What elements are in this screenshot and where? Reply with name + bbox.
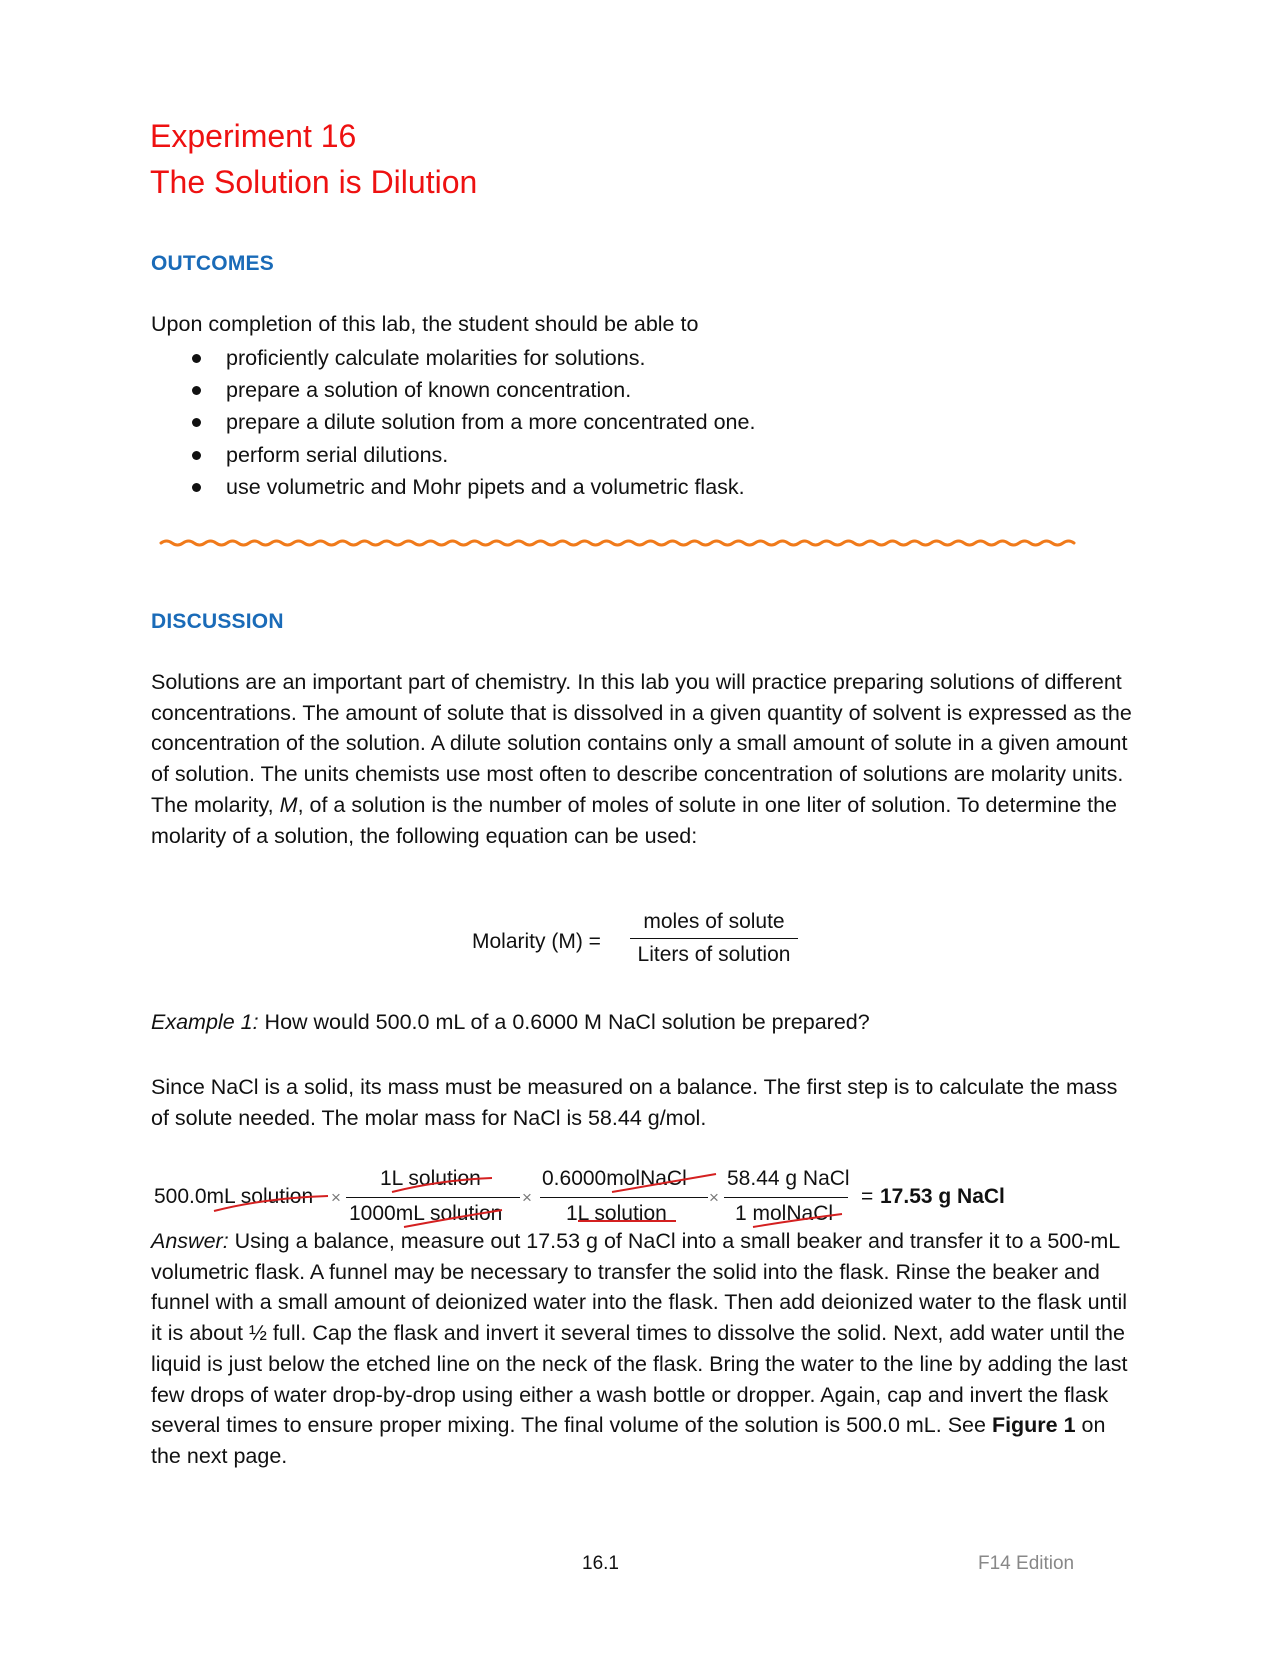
list-item bbox=[180, 406, 755, 438]
factor2-denominator: 1L solution bbox=[566, 1202, 667, 1225]
list-item bbox=[180, 374, 755, 406]
bullet-icon bbox=[192, 451, 201, 460]
cancel-mark bbox=[392, 1178, 492, 1192]
equation-denominator: Liters of solution bbox=[637, 943, 791, 966]
outcome-text: proficiently calculate molarities for solutions. bbox=[226, 346, 646, 370]
discussion-heading: DISCUSSION bbox=[151, 610, 284, 633]
wavy-divider bbox=[159, 536, 1079, 550]
paragraph-text: Solutions are an important part of chemistry. In this lab you will practice preparing solutions of different concentrations. The amount of solute that is dissolved in a given quantity of solvent is expressed as the concentration of the solution. A dilute solution contains only a small amount of solute in a given amount of solution. The units chemists use most often to describe concentration of solutions are molarity units. The molarity, bbox=[151, 670, 1132, 817]
calc-start: 500.0mL solution bbox=[154, 1185, 314, 1208]
experiment-title: The Solution is Dilution bbox=[150, 164, 478, 200]
answer-text: Using a balance, measure out 17.53 g of NaCl into a small beaker and transfer it to a 500-mL volumetric flask. A funnel may be necessary to transfer the solid into the flask. Rinse the beaker and funnel with a small amount of deionized water into the flask. Then add deionized water to the flask until it is about ½ full. Cap the flask and invert it several times to dissolve the solid. Next, add water until the liquid is just below the etched line on the neck of the flask. Bring the water to the line by adding the last few drops of water drop-by-drop using either a wash bottle or dropper. Again, cap and invert the flask several times to ensure proper mixing. The final volume of the solution is 500.0 mL. See bbox=[151, 1229, 1128, 1438]
example-label: Example 1: bbox=[151, 1010, 259, 1034]
outcomes-list bbox=[180, 342, 755, 503]
factor1-denominator: 1000mL solution bbox=[349, 1202, 503, 1225]
factor1-numerator: 1L solution bbox=[380, 1167, 481, 1190]
times-sign: × bbox=[522, 1188, 532, 1207]
molarity-symbol: M bbox=[279, 792, 298, 817]
outcomes-intro: Upon completion of this lab, the student should be able to bbox=[151, 312, 699, 336]
cancel-mark bbox=[214, 1196, 328, 1211]
factor3-numerator: 58.44 g NaCl bbox=[727, 1167, 850, 1190]
calc-result: 17.53 g NaCl bbox=[880, 1185, 1005, 1208]
outcome-text: prepare a solution of known concentration. bbox=[226, 378, 632, 403]
example-text: How would 500.0 mL of a 0.6000 M NaCl solution be prepared? bbox=[258, 1010, 870, 1034]
experiment-number: Experiment 16 bbox=[150, 118, 357, 154]
discussion-paragraph bbox=[151, 667, 1141, 851]
cancellation-marks bbox=[0, 1150, 1280, 1230]
factor2-numerator: 0.6000molNaCl bbox=[542, 1167, 687, 1190]
answer-paragraph bbox=[151, 1226, 1141, 1472]
equation-fraction bbox=[630, 910, 798, 967]
cancel-mark bbox=[404, 1210, 502, 1227]
outcomes-heading: OUTCOMES bbox=[151, 252, 274, 275]
answer-text: on the next page. bbox=[151, 1413, 1106, 1468]
paragraph-text: , of a solution is the number of moles of solute in one liter of solution. To determine the molarity of a solution, the following equation can be used: bbox=[151, 792, 1118, 848]
mass-paragraph: Since NaCl is a solid, its mass must be measured on a balance. The first step is to calculate the mass of solute needed. The molar mass for NaCl is 58.44 g/mol. bbox=[151, 1075, 1118, 1130]
list-item bbox=[180, 471, 755, 503]
outcome-text: perform serial dilutions. bbox=[226, 442, 449, 467]
figure-reference: Figure 1 bbox=[991, 1413, 1076, 1438]
bullet-icon bbox=[192, 483, 201, 492]
list-item bbox=[180, 342, 755, 374]
times-sign: × bbox=[331, 1188, 341, 1207]
outcome-text: prepare a dilute solution from a more concentrated one. bbox=[226, 410, 756, 435]
factor3-denominator: 1 molNaCl bbox=[735, 1202, 834, 1225]
cancel-mark bbox=[612, 1174, 716, 1192]
equation-lhs: Molarity (M) = bbox=[472, 930, 601, 953]
bullet-icon bbox=[192, 418, 201, 427]
equals-sign: = bbox=[861, 1185, 874, 1208]
example-question bbox=[151, 1010, 870, 1035]
conversion-calculation bbox=[0, 1150, 1280, 1230]
edition-label: F14 Edition bbox=[978, 1553, 1075, 1574]
equation-numerator: moles of solute bbox=[630, 910, 798, 939]
list-item bbox=[180, 439, 755, 471]
page-number: 16.1 bbox=[582, 1553, 619, 1574]
outcome-text: use volumetric and Mohr pipets and a volumetric flask. bbox=[226, 474, 745, 499]
answer-label: Answer: bbox=[151, 1229, 229, 1253]
bullet-icon bbox=[192, 386, 201, 395]
bullet-icon bbox=[192, 354, 201, 363]
times-sign: × bbox=[709, 1188, 719, 1207]
